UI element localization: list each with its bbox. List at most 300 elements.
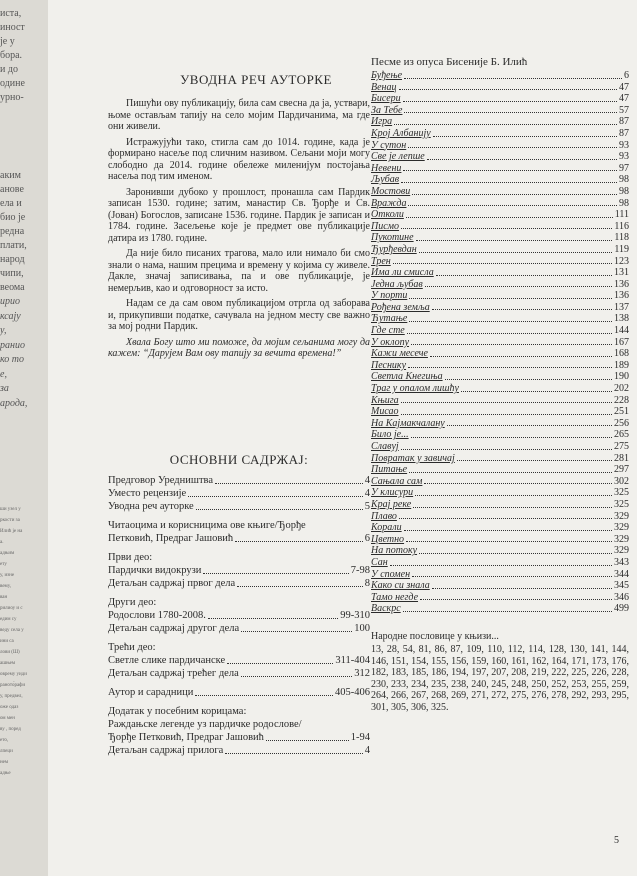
song-title: Крој Албанију <box>371 127 431 139</box>
facing-page-small-fragment: Илић је на <box>0 529 23 534</box>
contents-entry-page: 4 <box>364 475 370 486</box>
dot-leader <box>393 263 612 264</box>
facing-page-small-fragment: а. <box>0 540 4 545</box>
dot-leader <box>409 298 612 299</box>
dot-leader <box>235 541 363 542</box>
dot-leader <box>390 565 612 566</box>
song-entry <box>371 499 629 511</box>
facing-page-fragment: арода, <box>0 397 28 409</box>
song-title: Књига <box>371 394 399 406</box>
dot-leader <box>403 170 617 171</box>
contents-entry <box>108 532 370 545</box>
song-page: 297 <box>614 464 629 476</box>
song-entry <box>371 545 629 557</box>
facing-page-small-fragment: едим су <box>0 617 17 622</box>
facing-page-small-fragment: ву , поред <box>0 727 21 732</box>
contents-entry-title: Раждањске легенде уз пардичке родослове/ <box>108 719 302 730</box>
song-title: Љубав <box>371 174 400 186</box>
song-title: Како си знала <box>371 580 430 592</box>
song-entry <box>371 476 629 488</box>
facing-page-small-fragment: раното́рафи <box>0 683 26 688</box>
facing-page-small-fragment: ван <box>0 595 8 600</box>
dot-leader <box>432 309 612 310</box>
contents-entry-title: Детаљан садржај трећег дела <box>108 668 239 679</box>
song-title: Све је лепше <box>371 151 425 163</box>
song-title: Сан <box>371 556 388 568</box>
song-page: 343 <box>614 556 629 568</box>
facing-page-fragment: у, <box>0 325 7 336</box>
contents-heading: Први део: <box>108 552 153 563</box>
dot-leader <box>447 425 612 426</box>
contents-heading: Трећи део: <box>108 642 156 653</box>
song-page: 202 <box>614 383 629 395</box>
dot-leader <box>196 509 363 510</box>
contents-entry-title: Предговор Уредништва <box>108 475 214 486</box>
facing-page-fragment: био је <box>0 212 26 223</box>
song-title: Писмо <box>371 220 400 232</box>
song-entry <box>371 371 629 383</box>
contents-entry-title: Читаоцима и корисницима ове књиге/Ђорђе <box>108 520 306 531</box>
facing-page-small-fragment: оже одаз <box>0 705 19 710</box>
song-title: Ћутање <box>371 313 408 325</box>
dot-leader <box>411 437 612 438</box>
song-title: Песнику <box>371 359 407 371</box>
song-entry <box>371 267 629 279</box>
dot-leader <box>420 599 612 600</box>
intro-paragraph: Хвала Богу што ми поможе, да мојим сељанима могу да кажем: “Дарујем Вам ову тапију за вечита времена!” <box>108 336 370 359</box>
intro-title: УВОДНА РЕЧ АУТОРКЕ <box>180 72 332 87</box>
dot-leader <box>445 379 612 380</box>
facing-page-fragment: урно- <box>0 92 24 103</box>
contents-entry <box>108 731 370 744</box>
song-page: 138 <box>614 313 629 325</box>
song-entry <box>371 313 629 325</box>
dot-leader <box>394 124 617 125</box>
songs-title: Песме из опуса Бисеније Б. Илић <box>371 56 528 68</box>
facing-page-fragment: одине <box>0 78 25 89</box>
song-entry <box>371 406 629 418</box>
facing-page-edge <box>0 0 49 876</box>
dot-leader <box>225 753 362 754</box>
song-title: Траг у опалом лишћу <box>371 383 459 395</box>
dot-leader <box>408 367 612 368</box>
dot-leader <box>401 182 617 183</box>
song-title: Крај реке <box>371 498 412 510</box>
song-title: Бисери <box>371 93 401 105</box>
song-entry <box>371 174 629 186</box>
facing-page-small-fragment: адње <box>0 771 11 776</box>
intro-paragraph: Заронивши дубоко у прошлост, пронашла сам Пардик записан 1530. године; затим, манастир Св. Ђорђе и Св. (Јован) Богослов, записане 1536. године. Пардик је записан и 1784. године. Засељење које је предмет ове публикације датира из 1780. године. <box>108 186 370 244</box>
song-page: 329 <box>614 533 629 545</box>
contents-entry-title: Уводна реч ауторке <box>108 501 194 512</box>
facing-page-small-fragment: веду села у <box>0 628 24 633</box>
song-entry <box>371 592 629 604</box>
song-entry <box>371 580 629 592</box>
contents-entry-page: 312 <box>354 668 370 679</box>
dot-leader <box>425 286 612 287</box>
song-page: 167 <box>614 336 629 348</box>
facing-page-fragment: анове <box>0 184 24 195</box>
song-title: Славуј <box>371 441 399 452</box>
facing-page-fragment: иност <box>0 22 25 33</box>
song-title: Венац <box>371 81 397 93</box>
song-page: 345 <box>614 580 629 592</box>
dot-leader <box>241 676 353 677</box>
song-title: Невени <box>371 162 402 174</box>
song-page: 87 <box>619 127 629 139</box>
song-page: 329 <box>614 510 629 522</box>
song-title: Трен <box>371 255 391 267</box>
song-entry <box>371 93 629 105</box>
proverbs-text: 13, 28, 54, 81, 86, 87, 109, 110, 112, 114, 128, 130, 141, 144, 146, 151, 154, 155, 156, 159, 160, 161, 162, 164, 171, 173, 176, 182, 183, 185, 186, 194, 197, 207, 208, 219, 222, 225, 226, 228, 230, 233, 234, 235, 238, 240, 245, 248, 250, 252, 253, 255, 259, 264, 266, 267, 268, 269, 271, 272, 275, 276, 278, 292, 293, 295, 301, 305, 306, 325. <box>371 643 629 713</box>
song-page: 265 <box>614 429 629 441</box>
dot-leader <box>406 217 613 218</box>
dot-leader <box>195 695 333 696</box>
dot-leader <box>215 483 363 484</box>
song-page: 329 <box>614 522 629 534</box>
song-title: На потоку <box>371 545 418 557</box>
song-entry <box>371 395 629 407</box>
song-title: Рођена земља <box>371 301 430 313</box>
dot-leader <box>409 472 612 473</box>
song-entry <box>371 569 629 581</box>
intro-text <box>108 98 370 360</box>
song-entry <box>371 429 629 441</box>
contents-entry-title: Детаљан садржај прилога <box>108 745 224 756</box>
dot-leader <box>237 586 363 587</box>
song-page: 93 <box>619 151 629 163</box>
dot-leader <box>415 495 612 496</box>
contents-entry-page: 4 <box>364 745 370 756</box>
song-title: Плаво <box>371 510 397 522</box>
contents-entry-page: 405-406 <box>335 687 370 698</box>
facing-page-small-fragment: адњим <box>0 551 15 556</box>
dot-leader <box>241 631 352 632</box>
song-page: 281 <box>614 452 629 464</box>
song-page: 93 <box>619 139 629 151</box>
facing-page-small-fragment: лови (Ш) <box>0 650 20 655</box>
song-title: Повратак у завичај <box>371 452 455 464</box>
facing-page-small-fragment: ом мен <box>0 716 15 721</box>
songs-column <box>371 56 629 713</box>
contents-list <box>108 474 370 757</box>
facing-page-fragment: народ <box>0 254 25 265</box>
song-entry <box>371 290 629 302</box>
song-entry <box>371 522 629 534</box>
dot-leader <box>401 228 612 229</box>
contents-entry <box>108 487 370 500</box>
song-page: 325 <box>614 498 629 510</box>
proverbs-title: Народне пословице у књизи... <box>371 630 499 642</box>
contents-entry-page: 8 <box>364 578 370 589</box>
dot-leader <box>412 194 617 195</box>
intro-paragraph: Надам се да сам овом публикацијом отргла од заборава и, прикупивши податке, сачувала на једном месту све важно за мој родни Пардик. <box>108 298 370 332</box>
contents-entry-page: 311-404 <box>335 655 370 666</box>
facing-page-small-fragment: у, предвел, <box>0 694 23 699</box>
song-entry <box>371 511 629 523</box>
song-title: Има ли смисла <box>371 267 434 279</box>
dot-leader <box>408 205 617 206</box>
dot-leader <box>401 402 612 403</box>
page-main <box>48 0 637 876</box>
song-entry <box>371 383 629 395</box>
contents-entry <box>108 718 370 731</box>
dot-leader <box>399 518 612 519</box>
song-page: 329 <box>614 545 629 557</box>
contents-entry-title: Аутор и сарадници <box>108 687 194 698</box>
song-title: Питање <box>371 464 408 476</box>
dot-leader <box>401 449 612 450</box>
facing-page-fragment: и до <box>0 64 18 75</box>
song-entry <box>371 360 629 372</box>
song-page: 57 <box>619 104 629 116</box>
dot-leader <box>432 588 612 589</box>
contents-entry <box>108 609 370 622</box>
intro-paragraph: Истражујући тако, стигла сам до 1014. године, када је формирано насеље под сличним називом. Сељани моји могу слободно да 2014. године обележе миленијум постојања насеља под тим именом. <box>108 136 370 182</box>
contents-heading: Додатак у посебним корицама: <box>108 706 247 717</box>
song-page: 251 <box>614 406 629 418</box>
song-page: 275 <box>614 441 629 452</box>
contents-entry-title: Петковић, Предраг Јашовић <box>108 533 234 544</box>
facing-page-fragment: чипи, <box>0 268 24 279</box>
song-entry <box>371 151 629 163</box>
facing-page-fragment: редна <box>0 226 25 237</box>
song-page: 136 <box>614 290 629 302</box>
dot-leader <box>409 321 612 322</box>
contents-entry-page: 1-94 <box>350 732 370 743</box>
intro-paragraph: Пишући ову публикацију, била сам свесна да ја, уствари, њоме остављам тапију на село мојим Пардичанима, ма где они живели. <box>108 98 370 132</box>
dot-leader <box>416 240 613 241</box>
dot-leader <box>227 663 333 664</box>
song-entry <box>371 221 629 233</box>
song-page: 325 <box>614 487 629 499</box>
facing-page-small-fragment: у, изне <box>0 573 15 578</box>
song-page: 98 <box>619 185 629 197</box>
dot-leader <box>266 740 349 741</box>
song-page: 111 <box>614 209 629 221</box>
dot-leader <box>399 89 617 90</box>
dot-leader <box>403 611 612 612</box>
song-entry <box>371 163 629 175</box>
song-page: 346 <box>614 591 629 603</box>
facing-page-fragment: ела и <box>0 198 22 209</box>
facing-page-fragment: ксају <box>0 310 21 322</box>
contents-entry-page: 7-98 <box>350 565 370 576</box>
contents-entry <box>108 500 370 513</box>
song-title: Буђење <box>371 70 403 81</box>
facing-page-fragment: ирио <box>0 296 20 307</box>
song-page: 131 <box>614 267 629 279</box>
facing-page-fragment: аким <box>0 170 21 181</box>
song-page: 98 <box>619 197 629 209</box>
dot-leader <box>457 460 612 461</box>
song-title: Сањала сам <box>371 475 423 487</box>
contents-entry <box>108 654 370 667</box>
facing-page-small-fragment: ето, <box>0 738 9 743</box>
dot-leader <box>403 101 617 102</box>
song-title: Мисао <box>371 406 399 418</box>
song-entry <box>371 337 629 349</box>
song-entry <box>371 128 629 140</box>
song-title: На Кајмакчалану <box>371 417 445 429</box>
dot-leader <box>419 252 613 253</box>
song-entry <box>371 105 629 117</box>
dot-leader <box>408 147 617 148</box>
song-page: 47 <box>619 81 629 93</box>
contents-title: ОСНОВНИ САДРЖАЈ: <box>169 452 309 467</box>
song-title: Једна љубав <box>371 278 423 290</box>
song-entry <box>371 198 629 210</box>
contents-entry <box>108 577 370 590</box>
dot-leader <box>433 136 617 137</box>
dot-leader <box>411 344 612 345</box>
facing-page-small-fragment: рилиоу и с <box>0 606 23 611</box>
song-entry <box>371 603 629 615</box>
song-entry <box>371 325 629 337</box>
dot-leader <box>404 78 622 79</box>
dot-leader <box>436 275 612 276</box>
facing-page-small-fragment: ркости за <box>0 518 20 523</box>
contents-entry <box>108 686 370 699</box>
intro-column <box>108 72 370 364</box>
song-page: 98 <box>619 174 629 186</box>
contents-entry-page: 99-310 <box>340 610 370 621</box>
facing-page-fragment: иста, <box>0 8 22 19</box>
song-page: 136 <box>614 278 629 290</box>
contents-entry-title: Светле слике пардичанске <box>108 655 226 666</box>
contents-entry-title: Уместо рецензије <box>108 488 187 499</box>
song-entry <box>371 232 629 244</box>
contents-entry-title: Детаљан садржај другог дела <box>108 623 240 634</box>
song-entry <box>371 453 629 465</box>
facing-page-small-fragment: вему, <box>0 584 11 589</box>
facing-page-small-fragment: лпеци <box>0 749 13 754</box>
contents-entry <box>108 564 370 577</box>
dot-leader <box>424 483 612 484</box>
song-title: Ђурђевдан <box>371 243 417 255</box>
song-page: 344 <box>614 568 629 580</box>
song-page: 168 <box>614 348 629 360</box>
song-entry <box>371 186 629 198</box>
song-entry <box>371 140 629 152</box>
dot-leader <box>413 507 612 508</box>
song-entry <box>371 534 629 546</box>
song-title: Отколи <box>371 209 404 221</box>
facing-page-small-fragment: нем <box>0 760 9 765</box>
song-title: У спомен <box>371 568 411 580</box>
dot-leader <box>461 391 612 392</box>
song-page: 87 <box>619 116 629 128</box>
contents-entry-title: Родослови 1780-2008. <box>108 610 206 621</box>
song-page: 189 <box>614 359 629 371</box>
facing-page-fragment: веома <box>0 282 25 293</box>
song-page: 256 <box>614 417 629 429</box>
contents-entry-page: 6 <box>364 533 370 544</box>
dot-leader <box>427 159 617 160</box>
song-title: У клисури <box>371 487 414 499</box>
facing-page-fragment: ранио <box>0 339 25 351</box>
song-title: Мостови <box>371 185 411 197</box>
facing-page-fragment: плати, <box>0 240 27 251</box>
song-page: 302 <box>614 475 629 487</box>
song-page: 6 <box>624 70 629 81</box>
song-page: 499 <box>614 603 629 615</box>
song-entry <box>371 441 629 453</box>
song-title: У порти <box>371 290 408 302</box>
dot-leader <box>404 112 617 113</box>
song-entry <box>371 82 629 94</box>
song-entry <box>371 487 629 499</box>
contents-entry-title: Пардички видокрузи <box>108 565 202 576</box>
song-page: 228 <box>614 394 629 406</box>
contents-entry <box>108 474 370 487</box>
song-entry <box>371 70 629 82</box>
song-entry <box>371 279 629 291</box>
song-page: 118 <box>614 232 629 244</box>
song-entry <box>371 256 629 268</box>
song-entry <box>371 418 629 430</box>
contents-entry <box>108 622 370 635</box>
song-title: Корали <box>371 522 402 534</box>
song-title: Игра <box>371 116 393 128</box>
dot-leader <box>406 541 612 542</box>
song-title: Цветно <box>371 533 405 545</box>
song-title: За Тебе <box>371 104 403 116</box>
dot-leader <box>407 333 612 334</box>
song-entry <box>371 209 629 221</box>
facing-page-fragment: за <box>0 383 9 394</box>
song-title: Било је... <box>371 429 409 441</box>
song-title: Вражда <box>371 197 407 209</box>
dot-leader <box>419 553 612 554</box>
facing-page-fragment: е, <box>0 368 7 380</box>
song-entry <box>371 557 629 569</box>
songs-list <box>371 70 629 615</box>
facing-page-small-fragment: ету <box>0 562 7 567</box>
contents-entry <box>108 744 370 757</box>
intro-paragraph: Да није било писаних трагова, мало или нимало би смо знали о нама, нашим прецима и времену у којима су живеле. Дакле, значај записивања, па и ове публикације, је немерљив, као и одговорност за исто. <box>108 248 370 294</box>
song-entry <box>371 116 629 128</box>
song-title: Тамо негде <box>371 591 419 603</box>
facing-page-small-fragment: ини са <box>0 639 14 644</box>
dot-leader <box>203 573 348 574</box>
song-title: Кажи месече <box>371 348 428 360</box>
facing-page-fragment: ко то <box>0 354 25 365</box>
contents-entry-page: 4 <box>364 488 370 499</box>
page-number: 5 <box>614 835 619 846</box>
song-title: У сутон <box>371 139 407 151</box>
song-page: 116 <box>614 220 629 232</box>
song-title: Светла Кнегиња <box>371 371 443 383</box>
dot-leader <box>188 496 363 497</box>
song-page: 144 <box>614 325 629 337</box>
dot-leader <box>412 576 612 577</box>
song-title: Васкрс <box>371 603 401 615</box>
song-page: 97 <box>619 162 629 174</box>
dot-leader <box>208 618 338 619</box>
contents-entry-title: Детаљан садржај првог дела <box>108 578 236 589</box>
facing-page-small-fragment: ашњем <box>0 661 16 666</box>
facing-page-fragment: је у <box>0 36 15 47</box>
facing-page-small-fragment: оврему уиди <box>0 672 27 677</box>
song-entry <box>371 464 629 476</box>
song-page: 47 <box>619 93 629 105</box>
facing-page-small-fragment: ши узел у <box>0 507 21 512</box>
song-title: Пукотине <box>371 232 414 244</box>
song-page: 123 <box>614 255 629 267</box>
song-page: 190 <box>614 371 629 383</box>
facing-page-fragment: бора. <box>0 50 23 61</box>
